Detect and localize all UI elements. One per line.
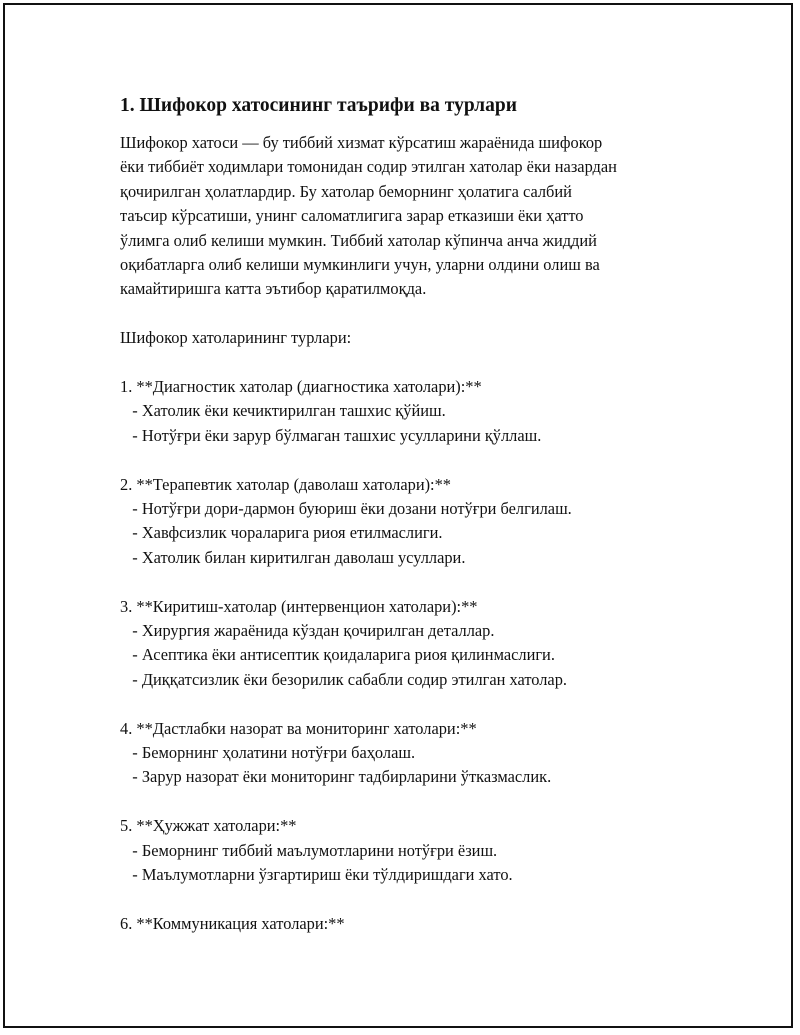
error-type-title: 3. **Киритиш-хатолар (интервенцион хатолари):**: [120, 596, 478, 616]
list-item: - Диққатсизлик ёки безорилик сабабли содир этилган хатолар.: [120, 669, 567, 689]
list-item: - Зарур назорат ёки мониторинг тадбирларини ўтказмаслик.: [120, 767, 552, 787]
intro-line: ўлимга олиб келиши мумкин. Тиббий хатолар кўпинча анча жиддий: [120, 230, 597, 250]
intro-line: камайтиришга катта эътибор қаратилмоқда.: [120, 279, 427, 299]
error-type-title: 6. **Коммуникация хатолари:**: [120, 913, 345, 933]
intro-line: оқибатларга олиб келиши мумкинлиги учун, уларни олдини олиш ва: [120, 255, 600, 275]
error-type-section: [120, 912, 720, 936]
spacer: [120, 351, 720, 375]
list-item: - Маълумотларни ўзгартириш ёки тўлдиришдаги хато.: [120, 865, 513, 885]
error-type-section: [120, 473, 720, 571]
types-intro: Шифокор хатоларининг турлари:: [120, 328, 352, 348]
error-type-title: 2. **Терапевтик хатолар (даволаш хатолари):**: [120, 474, 452, 494]
document-content: [120, 93, 720, 936]
list-item: - Хатолик ёки кечиктирилган ташхис қўйиш.: [120, 401, 446, 421]
error-type-section: [120, 717, 720, 790]
error-type-section: [120, 595, 720, 693]
list-item: - Хирургия жараёнида кўздан қочирилган деталлар.: [120, 621, 495, 641]
intro-line: Шифокор хатоси — бу тиббий хизмат кўрсатиш жараёнида шифокор: [120, 133, 603, 152]
error-type-section: [120, 814, 720, 887]
intro-paragraph: [120, 131, 720, 302]
intro-line: таъсир кўрсатиши, унинг саломатлигига зарар етказиши ёки ҳатто: [120, 206, 584, 226]
list-item: - Нотўғри дори-дармон буюриш ёки дозани нотўғри белгилаш.: [120, 499, 572, 519]
section-heading: 1. Шифокор хатосининг таърифи ва турлари: [120, 95, 517, 116]
error-type-title: 4. **Дастлабки назорат ва мониторинг хатолари:**: [120, 718, 477, 738]
spacer: [120, 570, 720, 594]
list-item: - Асептика ёки антисептик қоидаларига риоя қилинмаслиги.: [120, 645, 555, 665]
list-item: - Беморнинг ҳолатини нотўғри баҳолаш.: [120, 743, 416, 763]
list-item: - Хатолик билан киритилган даволаш усуллари.: [120, 547, 466, 567]
spacer: [120, 302, 720, 326]
error-type-section: [120, 375, 720, 448]
error-type-title: 5. **Ҳужжат хатолари:**: [120, 816, 297, 836]
spacer: [120, 448, 720, 472]
spacer: [120, 790, 720, 814]
spacer: [120, 692, 720, 716]
document-page: [3, 3, 793, 1028]
error-type-title: 1. **Диагностик хатолар (диагностика хатолари):**: [120, 377, 482, 397]
intro-line: ёки тиббиёт ходимлари томонидан содир этилган хатолар ёки назардан: [120, 157, 617, 177]
list-item: - Хавфсизлик чораларига риоя етилмаслиги.: [120, 523, 443, 543]
intro-line: қочирилган ҳолатлардир. Бу хатолар беморнинг ҳолатига салбий: [120, 181, 572, 201]
list-item: - Беморнинг тиббий маълумотларини нотўғри ёзиш.: [120, 840, 498, 860]
list-item: - Нотўғри ёки зарур бўлмаган ташхис усулларини қўллаш.: [120, 425, 542, 445]
spacer: [120, 888, 720, 912]
